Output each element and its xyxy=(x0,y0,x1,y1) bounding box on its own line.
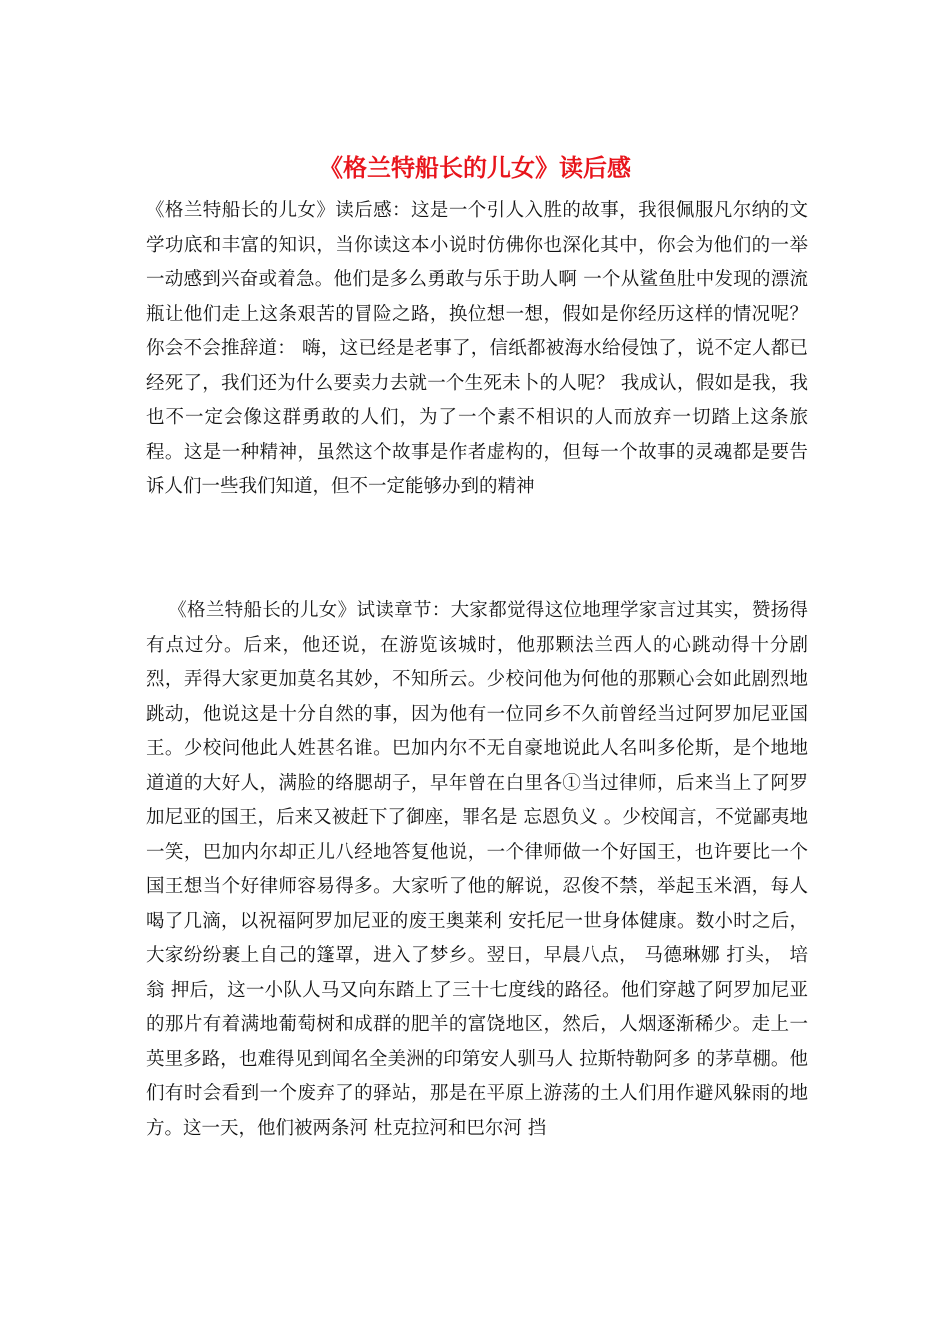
document-title: 《格兰特船长的儿女》读后感 xyxy=(319,153,631,182)
paragraph-review: 《格兰特船长的儿女》读后感：这是一个引人入胜的故事，我很佩服凡尔纳的文学功底和丰富的知识，当你读这本小说时仿佛你也深化其中，你会为他们的一举一动感到兴奋或着急。他们是多么勇敢与乐于助人啊 一个从鲨鱼肚中发现的漂流瓶让他们走上这条艰苦的冒险之路，换位想一想，假如是你经历这样的情况呢？你会不会推辞道： 嗨，这已经是老事了，信纸都被海水给侵蚀了，说不定人都已经死了，我们还为什么要卖力去就一个生死未卜的人呢？ 我成认，假如是我，我也不一定会像这群勇敢的人们，为了一个素不相识的人而放弃一切踏上这条旅程。这是一种精神，虽然这个故事是作者虚构的，但每一个故事的灵魂都是要告诉人们一些我们知道，但不一定能够办到的精神 xyxy=(146,200,808,497)
paragraph-excerpt: 《格兰特船长的儿女》试读章节：大家都觉得这位地理学家言过其实，赞扬得有点过分。后来，他还说，在游览该城时，他那颗法兰西人的心跳动得十分剧烈，弄得大家更加莫名其妙，不知所云。少校问他为何他的那颗心会如此剧烈地跳动，他说这是十分自然的事，因为他有一位同乡不久前曾经当过阿罗加尼亚国王。少校问他此人姓甚名谁。巴加内尔不无自豪地说此人名叫多伦斯，是个地地道道的大好人，满脸的络腮胡子，早年曾在白里各①当过律师，后来当上了阿罗加尼亚的国王，后来又被赶下了御座，罪名是 忘恩负义 。少校闻言，不觉鄙夷地一笑，巴加内尔却正儿八经地答复他说，一个律师做一个好国王，也许要比一个国王想当个好律师容易得多。大家听了他的解说，忍俊不禁，举起玉米酒，每人喝了几滴，以祝福阿罗加尼亚的废王奥莱利 安托尼一世身体健康。数小时之后，大家纷纷裹上自己的篷罩，进入了梦乡。翌日，早晨八点， 马德琳娜 打头， 培翁 押后，这一小队人马又向东踏上了三十七度线的路径。他们穿越了阿罗加尼亚的那片有着满地葡萄树和成群的肥羊的富饶地区，然后，人烟逐渐稀少。走上一英里多路，也难得见到闻名全美洲的印第安人驯马人 拉斯特勒阿多 的茅草棚。他们有时会看到一个废弃了的驿站，那是在平原上游荡的土人们用作避风躲雨的地方。这一天，他们被两条河 杜克拉河和巴尔河 挡 xyxy=(146,600,808,1139)
